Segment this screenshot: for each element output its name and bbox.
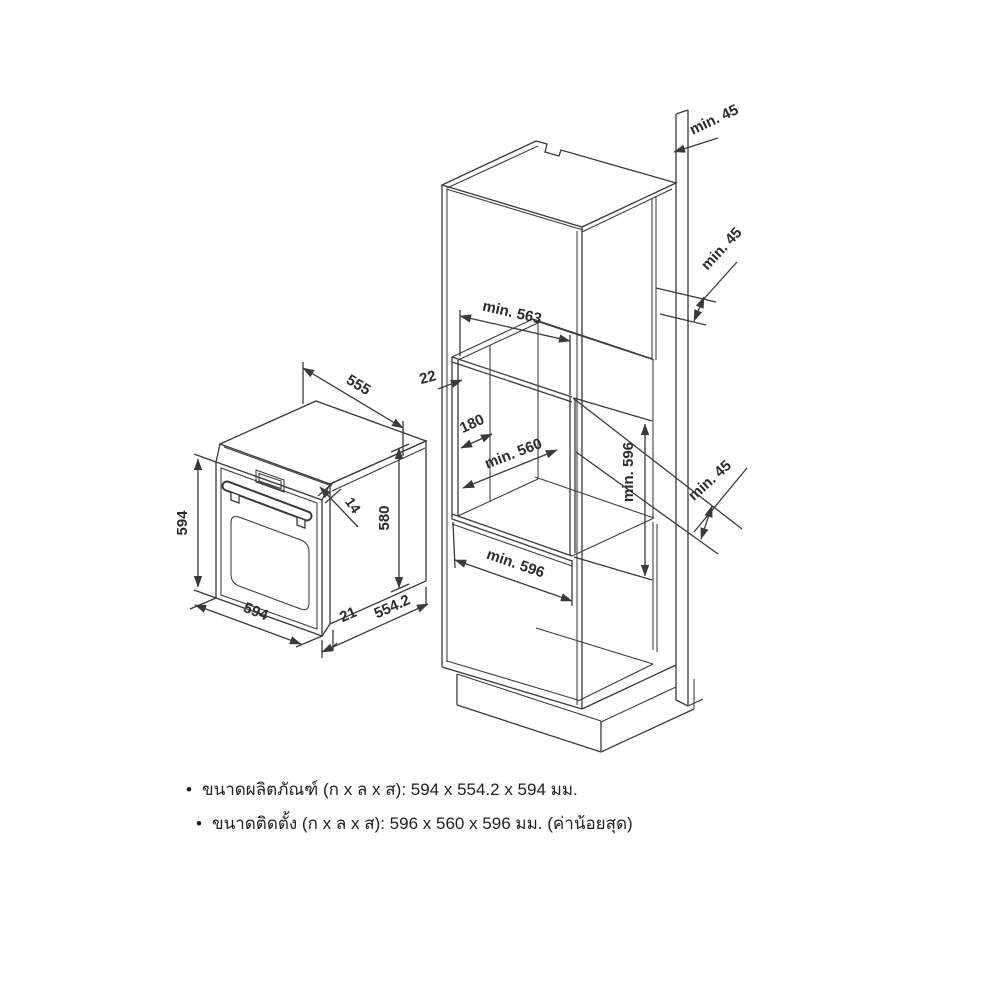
dim-label-front-frame: 22 xyxy=(417,367,439,389)
dim-label-oven-door-thickness: 21 xyxy=(337,603,360,627)
dim-label-niche-width: min. 596 xyxy=(484,545,547,582)
oven-door-window xyxy=(231,516,309,609)
note-installation-size-text: ขนาดติดตั้ง (ก x ล x ส): 596 x 560 x 596 มม. (ค่าน้อยสุด) xyxy=(211,814,633,833)
dim-label-niche-depth: min. 560 xyxy=(482,435,545,473)
note-installation-size xyxy=(196,813,633,834)
dim-label-oven-door-offset: 14 xyxy=(342,494,365,517)
dim-inner-width xyxy=(460,310,570,395)
oven-handle xyxy=(227,486,307,528)
dim-oven-body-height xyxy=(391,444,409,592)
dim-label-oven-top-depth: 555 xyxy=(343,371,374,399)
dim-label-wall-gap-top: min. 45 xyxy=(687,101,742,139)
dim-niche-height xyxy=(574,398,652,580)
dim-label-wall-gap-upper: min. 45 xyxy=(697,224,746,274)
dim-label-inner-width: min. 563 xyxy=(480,297,544,328)
note-product-size xyxy=(186,779,578,800)
cabinet-drawing xyxy=(418,101,747,752)
cabinet-plinth xyxy=(457,674,694,752)
dim-oven-depth xyxy=(322,587,428,658)
dim-label-oven-height: 594 xyxy=(174,510,191,536)
dim-oven-height xyxy=(194,454,216,598)
dim-label-rail-depth: 180 xyxy=(457,410,488,437)
bullet-icon: • xyxy=(196,814,202,833)
dim-label-oven-width: 594 xyxy=(240,599,271,625)
note-product-size-text: ขนาดผลิตภัณฑ์ (ก x ล x ส): 594 x 554.2 x 594 มม. xyxy=(201,780,578,799)
dim-wall-gap-top xyxy=(674,138,718,152)
wall-panel xyxy=(676,110,703,706)
oven-drawing xyxy=(174,362,428,658)
dim-label-wall-gap-mid: min. 45 xyxy=(685,457,735,505)
dim-label-oven-body-depth: 554.2 xyxy=(371,591,413,623)
dim-wall-gap-upper xyxy=(656,262,737,325)
bullet-icon: • xyxy=(186,780,192,799)
dim-label-oven-body-height: 580 xyxy=(376,505,393,531)
dim-label-niche-height: min. 596 xyxy=(620,441,637,503)
